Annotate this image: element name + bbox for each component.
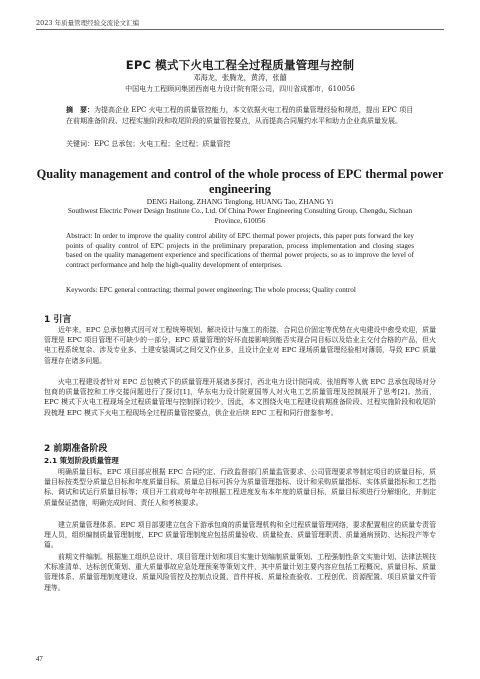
abstract-chinese-text: 为提高企业 EPC 火电工程的质量管控能力，本文依据火电工程的质量管理经验和规范，提出 EPC 项目在前期准备阶段、过程实施阶段和收尾阶段的质量管控要点，从而提高合同履约水平和助力企业高质量发展。	[66, 106, 414, 125]
section-heading-introduction: 1 引言	[44, 315, 72, 325]
abstract-english	[66, 232, 414, 270]
keywords-chinese-text: EPC 总承包；火电工程；全过程；质量管控	[94, 140, 231, 148]
abstract-english-text: In order to improve the quality control ability of EPC thermal power projects, this paper puts forward the key points of quality control of EPC projects in the preliminary preparation, process implementation and closing stages based on the quality management experience and specifications of thermal power projects, so as to improve the level of contract performance and help the high-quality development of enterprises.	[66, 232, 415, 269]
paragraph-intro-1: 近年来，EPC 总承包模式因可对工程统筹规划、解决设计与施工的衔接、合同总价固定等优势在火电建设中愈受欢迎，质量管理是 EPC 项目管理不可缺少的一部分，EPC 质量管理的好坏直接影响到能否实现合同目标以及给业主交付合格的产品，但火电工程系统复杂、涉及专业多、土建安装调试之间交叉作业多，且设计企业对 EPC 现场质量管理经验相对薄弱，导致 EPC 质量管理存在诸多问题。	[44, 326, 436, 365]
authors-english: DENG Hailong, ZHANG Tenglong, HUANG Tao, ZHANG Yi	[146, 197, 334, 206]
abstract-chinese-label: 摘 要：	[66, 105, 94, 114]
paragraph-quality-system: 建立质量管理体系。EPC 项目部要建立包含下游承包商的质量管理机构和全过程质量管理网络，要求配置相应的质量专责管理人员，组织编制质量管理制度，EPC 质量管理制度应包括质量验收、质量检查、质量管理职责、质量通病预防、达标投产等专篇。	[44, 521, 436, 550]
paragraph-preliminary-documents: 前期文件编制。根据施工组织总设计、项目管理计划和项目实施计划编制质量策划、工程强制性条文实施计划、法律法规技术标准清单、达标创优策划、重大质量事故应急处理预案等策划文件，其中质量计划主要内容应包括工程概况、质量目标、质量管理体系、质量管理制度建设、质量风险管控及控制点设置、首件样板、质量检查验收、工程创优、资源配置、项目质量文件管理等。	[44, 553, 436, 592]
keywords-chinese-label: 关键词：	[66, 140, 94, 148]
subsection-heading-planning: 2.1 策划阶段质量管理	[44, 456, 119, 465]
paragraph-intro-2: 火电工程建设者针对 EPC 总包模式下的质量管理开展诸多探讨，西北电力设计院同成、张旭辉等人就 EPC 总承包现场对分包商的质量管控和工序交接问题进行了探讨[1]，华东电力设计院夏国等人对火电工艺质量管理及控制展开了思考[2]。然而，EPC 模式下火电工程现场全过程质量管理与控制探讨较少，因此，本文围绕火电工程建设前期准备阶段、过程实施阶段和收尾阶段梳理 EPC 模式下火电工程现场全过程质量管控要点，供企业后续 EPC 工程和同行借鉴参考。	[44, 378, 436, 417]
authors-chinese: 邓海龙，张腾龙，黄涛，张囍	[193, 73, 287, 82]
abstract-english-label: Abstract:	[66, 232, 93, 240]
title-english: Quality management and control of the whole process of EPC thermal power engineering	[36, 167, 444, 196]
running-header: 2023 年质量管理经验交流论文汇编	[36, 18, 444, 30]
affiliation-english: Southwest Electric Power Design Institute Co., Ltd. Of China Power Engineering Consulting Group, Chengdu, Sichuan Province, 610056	[67, 207, 413, 225]
section-heading-preparation: 2 前期准备阶段	[44, 444, 108, 454]
keywords-english	[66, 286, 414, 296]
paragraph-quality-goals: 明确质量目标。EPC 项目部应根据 EPC 合同约定、行政监督部门质量监管要求、公司管理要求等制定项目的质量目标，质量目标按类型分质量总目标和年度质量目标。质量总目标可拆分为质量管理指标、设计和采购质量指标、实体质量指标和工艺指标、调试和试运行质量目标等；项目开工前或每年年初根据工程进度发布本年度的质量目标，质量目标须进行分解细化，并制定质量保证措施，明确完成时间、责任人和考核要求。	[44, 468, 436, 507]
title-chinese: EPC 模式下火电工程全过程质量管理与控制	[125, 58, 355, 72]
keywords-chinese	[66, 139, 414, 149]
affiliation-chinese: 中国电力工程顾问集团西南电力设计院有限公司，四川省成都市，610056	[125, 85, 355, 93]
abstract-chinese	[66, 105, 414, 126]
page-number: 47	[36, 656, 43, 663]
keywords-english-text: EPC general contracting; thermal power engineering; The whole process; Quality control	[99, 286, 356, 294]
keywords-english-label: Keywords:	[66, 286, 98, 294]
